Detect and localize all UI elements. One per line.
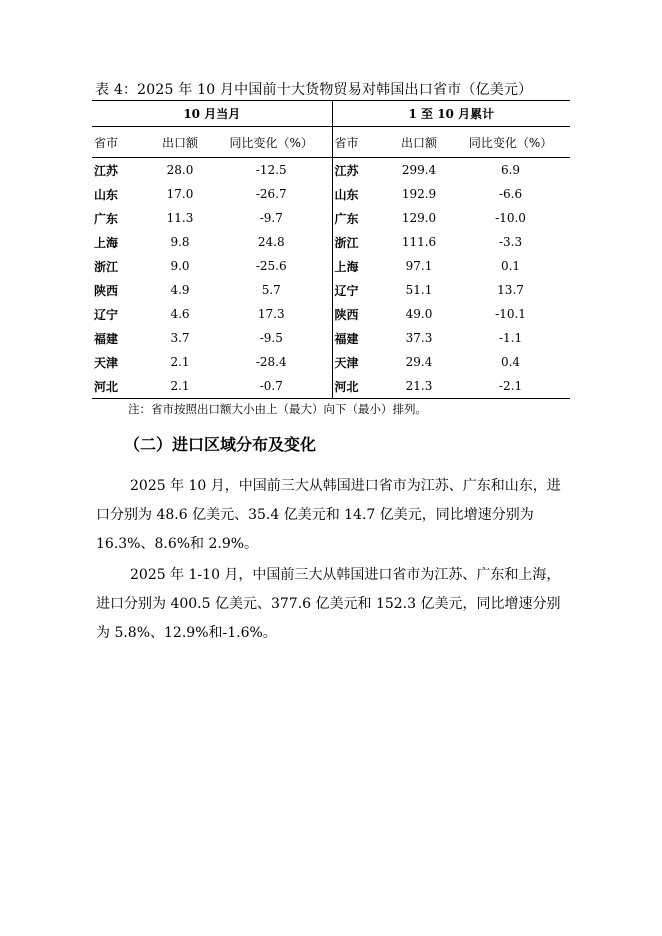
column-header-province: 省市 [92, 127, 149, 158]
export-cell: 17.0 [166, 187, 194, 201]
column-header-yoy: 同比变化（%） [451, 127, 570, 158]
export-cell: 11.3 [166, 211, 194, 225]
province-cell: 江苏 [334, 163, 359, 178]
export-cell: 21.3 [387, 374, 451, 399]
column-header-province: 省市 [332, 127, 387, 158]
table-row [92, 158, 570, 183]
table-row [92, 206, 570, 230]
export-cell: 4.9 [170, 283, 190, 297]
table-row [92, 350, 570, 374]
province-cell: 山东 [94, 187, 119, 202]
province-cell: 广东 [94, 211, 119, 226]
province-cell: 福建 [334, 331, 359, 346]
yoy-cell: -6.6 [498, 187, 523, 201]
yoy-cell: 5.7 [211, 278, 332, 302]
yoy-cell: -3.3 [498, 235, 523, 249]
yoy-cell: 6.9 [500, 163, 521, 177]
paragraph: 2025 年 1-10 月，中国前三大从韩国进口省市为江苏、广东和上海，进口分别为 400.5 亿美元、377.6 亿美元和 152.3 亿美元，同比增速分别为 5.8%、12.9%和-1.6%。 [96, 567, 561, 641]
export-cell: 97.1 [405, 259, 433, 273]
yoy-cell: 13.7 [497, 283, 524, 297]
table-row [92, 254, 570, 278]
yoy-cell: -1.1 [498, 331, 523, 345]
province-cell: 河北 [92, 374, 149, 399]
export-cell: 51.1 [405, 283, 433, 297]
province-cell: 福建 [94, 331, 119, 346]
yoy-cell: -12.5 [211, 158, 332, 183]
export-cell: 4.6 [170, 307, 190, 321]
export-cell: 9.8 [170, 235, 190, 249]
table-row [92, 278, 570, 302]
yoy-cell: -10.1 [495, 307, 526, 321]
group-header-monthly: 10 月当月 [92, 101, 332, 127]
table-row [92, 230, 570, 254]
table-row [92, 374, 570, 399]
province-cell: 上海 [334, 259, 359, 274]
province-cell: 山东 [334, 187, 359, 202]
yoy-cell: -0.7 [211, 374, 332, 399]
yoy-cell: -2.1 [451, 374, 570, 399]
export-table [92, 100, 570, 399]
yoy-cell: 0.4 [500, 355, 521, 369]
export-cell: 28.0 [166, 163, 194, 177]
province-cell: 上海 [94, 235, 119, 250]
province-cell: 河北 [332, 374, 387, 399]
province-cell: 辽宁 [94, 307, 119, 322]
yoy-cell: -26.7 [211, 182, 332, 206]
province-cell: 浙江 [94, 259, 119, 274]
province-cell: 天津 [94, 355, 119, 370]
province-cell: 广东 [334, 211, 359, 226]
province-cell: 陕西 [334, 307, 359, 322]
table-row [92, 302, 570, 326]
yoy-cell: -9.5 [211, 326, 332, 350]
export-cell: 3.7 [170, 331, 190, 345]
yoy-cell: -9.7 [211, 206, 332, 230]
column-header-export: 出口额 [387, 127, 451, 158]
export-cell: 37.3 [405, 331, 433, 345]
yoy-cell: 17.3 [211, 302, 332, 326]
export-cell: 2.1 [170, 355, 190, 369]
table-row [92, 326, 570, 350]
column-header-export: 出口额 [149, 127, 211, 158]
yoy-cell: 0.1 [500, 259, 521, 273]
export-cell: 129.0 [401, 211, 437, 225]
table-note: 注：省市按照出口额大小由上（最大）向下（最小）排列。 [128, 402, 427, 416]
column-header-yoy: 同比变化（%） [211, 127, 332, 158]
province-cell: 陕西 [94, 283, 119, 298]
section-title: （二）进口区域分布及变化 [124, 435, 317, 454]
table-row [92, 182, 570, 206]
yoy-cell: -28.4 [211, 350, 332, 374]
yoy-cell: -10.0 [495, 211, 526, 225]
group-header-cumulative: 1 至 10 月累计 [332, 101, 570, 127]
export-cell: 111.6 [401, 235, 437, 249]
province-cell: 江苏 [94, 163, 119, 178]
export-cell: 49.0 [405, 307, 433, 321]
export-cell: 2.1 [149, 374, 211, 399]
yoy-cell: 24.8 [211, 230, 332, 254]
export-cell: 299.4 [401, 163, 437, 177]
province-cell: 天津 [334, 355, 359, 370]
yoy-cell: -25.6 [211, 254, 332, 278]
paragraph: 2025 年 10 月，中国前三大从韩国进口省市为江苏、广东和山东，进口分别为 48.6 亿美元、35.4 亿美元和 14.7 亿美元，同比增速分别为 16.3%、8.6%和 2.9%。 [96, 478, 561, 552]
province-cell: 辽宁 [334, 283, 359, 298]
table-caption: 表 4：2025 年 10 月中国前十大货物贸易对韩国出口省市（亿美元） [95, 82, 533, 98]
export-cell: 9.0 [170, 259, 190, 273]
export-cell: 29.4 [405, 355, 433, 369]
export-cell: 192.9 [401, 187, 437, 201]
province-cell: 浙江 [334, 235, 359, 250]
